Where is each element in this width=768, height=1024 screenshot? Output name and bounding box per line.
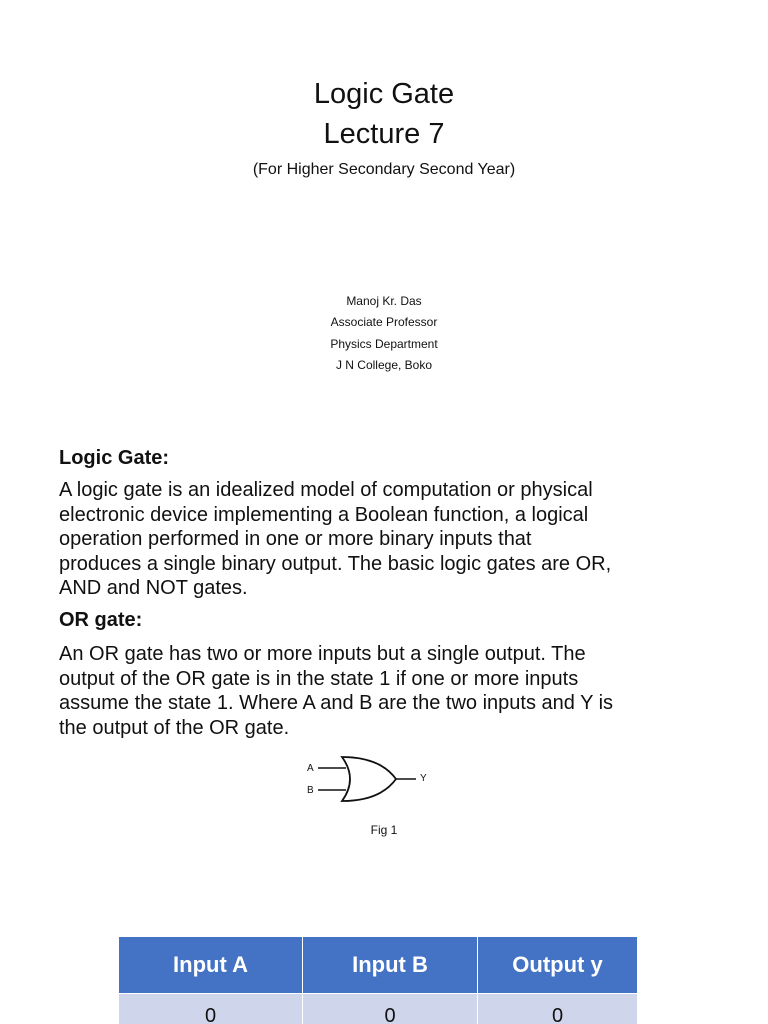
table-cell: 0 bbox=[478, 994, 638, 1024]
body-line: output of the OR gate is in the state 1 if one or more inputs bbox=[59, 667, 579, 690]
body-line: A logic gate is an idealized model of computation or physical bbox=[59, 479, 593, 501]
lecture-subtitle: (For Higher Secondary Second Year) bbox=[252, 161, 516, 178]
lecture-number: Lecture 7 bbox=[323, 118, 445, 150]
body-line: the output of the OR gate. bbox=[59, 716, 290, 739]
body-line: produces a single binary output. The basic logic gates are OR, bbox=[59, 552, 612, 575]
author-college: J N College, Boko bbox=[335, 358, 433, 372]
gate-input-b-label: B bbox=[307, 785, 314, 796]
body-line: operation performed in one or more binary inputs that bbox=[59, 528, 532, 550]
section-body-or-gate bbox=[59, 642, 719, 740]
or-gate-diagram bbox=[304, 756, 440, 808]
table-row bbox=[119, 994, 638, 1024]
section-heading-logic-gate: Logic Gate: bbox=[59, 447, 170, 469]
section-body-logic-gate bbox=[59, 478, 719, 601]
author-name: Manoj Kr. Das bbox=[346, 294, 422, 308]
table-cell: 0 bbox=[119, 994, 303, 1024]
author-designation: Associate Professor bbox=[330, 315, 438, 329]
gate-output-label: Y bbox=[420, 773, 427, 784]
truth-table bbox=[118, 936, 638, 1024]
truth-table-header-row bbox=[119, 937, 638, 994]
or-gate-body bbox=[342, 757, 396, 801]
body-line: An OR gate has two or more inputs but a single output. The bbox=[59, 643, 586, 665]
table-cell: 0 bbox=[303, 994, 478, 1024]
figure-caption: Fig 1 bbox=[370, 823, 398, 837]
section-heading-or-gate: OR gate: bbox=[59, 609, 143, 631]
lecture-title: Logic Gate bbox=[313, 78, 455, 110]
body-line: AND and NOT gates. bbox=[59, 577, 248, 599]
body-line: electronic device implementing a Boolean function, a logical bbox=[59, 503, 589, 526]
column-header-output-y: Output y bbox=[478, 937, 638, 994]
body-line: assume the state 1. Where A and B are the two inputs and Y is bbox=[59, 692, 614, 714]
column-header-input-a: Input A bbox=[119, 937, 303, 994]
column-header-input-b: Input B bbox=[303, 937, 478, 994]
author-department: Physics Department bbox=[330, 337, 438, 351]
gate-input-a-label: A bbox=[307, 763, 314, 774]
